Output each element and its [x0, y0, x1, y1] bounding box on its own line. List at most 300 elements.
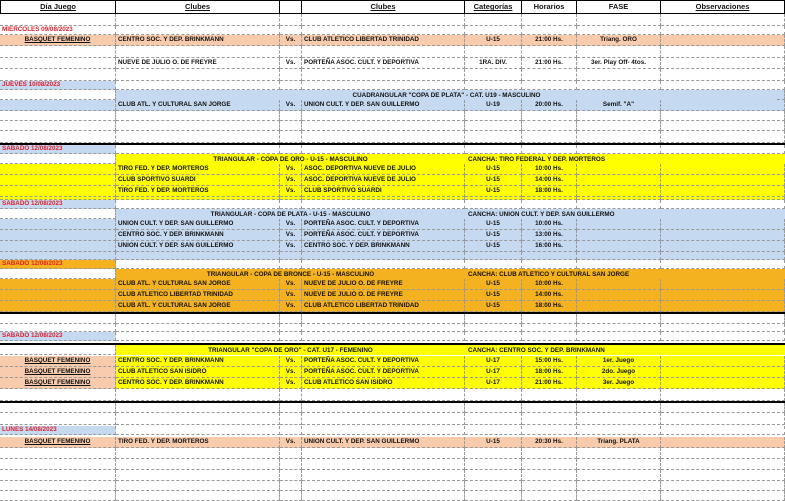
cell-c3[interactable]: PORTEÑA ASOC. CULT. Y DEPORTIVA	[302, 58, 465, 69]
cell-c4	[465, 413, 522, 425]
cell-c5[interactable]: 18:00 Hs.	[522, 367, 577, 378]
cell-c2[interactable]: Vs.	[280, 437, 302, 448]
cell-c0[interactable]: SABADO 12/08/2023	[0, 332, 116, 341]
cell-c7	[661, 470, 785, 481]
cell-c0	[0, 186, 116, 197]
cell-c6	[577, 197, 661, 200]
cell-c0	[0, 69, 116, 81]
cell-c4	[465, 121, 522, 131]
cell-c6	[577, 279, 661, 290]
cell-c2[interactable]: Vs.	[280, 175, 302, 186]
empty-row	[0, 314, 785, 324]
cell-c3[interactable]: CLUB SPORTIVO SUARDI	[302, 186, 465, 197]
cell-c2[interactable]: Vs.	[280, 367, 302, 378]
cell-c2[interactable]: Vs.	[280, 279, 302, 290]
cell-c5[interactable]: 18:00 Hs.	[522, 301, 577, 312]
cell-c1	[116, 197, 280, 200]
cell-c5	[522, 26, 577, 35]
cell-c4	[465, 389, 522, 401]
cell-c5	[522, 252, 577, 260]
cell-c6	[577, 131, 661, 143]
empty-row	[0, 470, 785, 481]
empty-row	[0, 491, 785, 501]
cell-c4[interactable]: U-15	[465, 230, 522, 241]
cell-c5	[522, 145, 577, 154]
cell-c7	[661, 175, 785, 186]
empty-row	[0, 121, 785, 131]
cell-c3[interactable]: PORTEÑA ASOC. CULT. Y DEPORTIVA	[302, 219, 465, 230]
cell-c3[interactable]: PORTEÑA ASOC. CULT. Y DEPORTIVA	[302, 230, 465, 241]
cell-c3[interactable]: CENTRO SOC. Y DEP. BRINKMANN	[302, 241, 465, 252]
cell-c5	[522, 197, 577, 200]
cell-c3	[302, 332, 465, 341]
cell-c2	[280, 197, 302, 200]
cell-c3	[302, 389, 465, 401]
cell-c0[interactable]: BASQUET FEMENINO	[0, 356, 116, 367]
match-row	[0, 186, 785, 197]
cell-c7	[661, 491, 785, 501]
cell-c4[interactable]: U-15	[465, 175, 522, 186]
cell-c0	[0, 219, 116, 230]
cell-c6	[577, 186, 661, 197]
cell-c0	[0, 121, 116, 131]
cell-c6	[577, 145, 661, 154]
cell-c1	[116, 314, 280, 324]
cell-c6	[577, 200, 661, 209]
cell-c5[interactable]: 14:00 Hs.	[522, 290, 577, 301]
cell-c6	[577, 260, 661, 269]
cell-c3	[302, 14, 465, 26]
match-row	[0, 230, 785, 241]
cell-c1[interactable]: CENTRO SOC. Y DEP. BRINKMANN	[116, 356, 280, 367]
cell-c5	[522, 389, 577, 401]
cell-c0	[0, 314, 116, 324]
cell-c6[interactable]: FASE	[577, 0, 661, 14]
cell-c6[interactable]: 3er. Play Off- 4tos.	[577, 58, 661, 69]
cell-c4[interactable]: U-15	[465, 35, 522, 46]
cell-c6	[577, 413, 661, 425]
cell-c7	[661, 131, 785, 143]
cell-c1	[116, 111, 280, 121]
cell-c4[interactable]: U-17	[465, 356, 522, 367]
cell-c4[interactable]: U-15	[465, 437, 522, 448]
empty-row	[0, 197, 785, 200]
cell-c0	[0, 448, 116, 459]
match-row	[0, 301, 785, 312]
cell-c1[interactable]: CLUB ATL. Y CULTURAL SAN JORGE	[116, 279, 280, 290]
cell-c0[interactable]: JUEVES 10/08/2023	[0, 81, 116, 90]
cell-c0	[0, 413, 116, 425]
cell-c0[interactable]: BASQUET FEMENINO	[0, 378, 116, 389]
cell-c6	[577, 14, 661, 26]
cell-c1[interactable]: TIRO FED. Y DEP. MORTEROS	[116, 186, 280, 197]
cell-c4	[465, 481, 522, 491]
empty-row	[0, 14, 785, 26]
cell-c3	[302, 481, 465, 491]
cell-c0[interactable]: Día Juego	[0, 0, 116, 14]
cell-c7	[661, 100, 785, 111]
cell-c0[interactable]: BASQUET FEMENINO	[0, 367, 116, 378]
cell-c7	[661, 230, 785, 241]
cell-c1	[116, 459, 280, 470]
cell-c3	[302, 314, 465, 324]
cell-c2	[280, 252, 302, 260]
empty-row	[0, 481, 785, 491]
cell-c2	[280, 389, 302, 401]
cell-c5[interactable]: 21:00 Hs.	[522, 35, 577, 46]
cell-c1[interactable]: NUEVE DE JULIO O. DE FREYRE	[116, 58, 280, 69]
cell-c7	[661, 81, 785, 90]
match-row	[0, 100, 785, 111]
cell-c4	[465, 332, 522, 341]
cell-c6	[577, 111, 661, 121]
cell-c0	[0, 324, 116, 332]
cell-c5	[522, 324, 577, 332]
match-row	[0, 279, 785, 290]
cell-c2[interactable]: Vs.	[280, 301, 302, 312]
cell-c2	[280, 413, 302, 425]
cell-c1[interactable]: CLUB ATL. Y CULTURAL SAN JORGE	[116, 301, 280, 312]
cell-c0	[0, 58, 116, 69]
cell-c5	[522, 69, 577, 81]
cell-c6	[577, 491, 661, 501]
cell-c1[interactable]: CENTRO SOC. Y DEP. BRINKMANN	[116, 230, 280, 241]
cell-c4[interactable]: U-15	[465, 219, 522, 230]
cell-c5	[522, 121, 577, 131]
cell-c3[interactable]: ASOC. DEPORTIVA NUEVE DE JULIO	[302, 175, 465, 186]
cell-c5[interactable]: 10:00 Hs.	[522, 164, 577, 175]
cell-c4	[465, 81, 522, 90]
cell-c6	[577, 81, 661, 90]
cell-c0	[0, 197, 116, 200]
empty-row	[0, 46, 785, 58]
cell-c2[interactable]: Vs.	[280, 35, 302, 46]
cell-c2[interactable]: Vs.	[280, 230, 302, 241]
cell-c7	[661, 459, 785, 470]
cell-c7	[661, 332, 785, 341]
group-title-row	[0, 269, 785, 279]
cell-c1	[116, 324, 280, 332]
cell-c3	[302, 426, 465, 435]
cell-c0	[0, 403, 116, 413]
cell-c7	[661, 14, 785, 26]
cell-c3	[302, 413, 465, 425]
cell-c2	[280, 145, 302, 154]
day-row	[0, 200, 785, 209]
cell-c4[interactable]: U-15	[465, 301, 522, 312]
match-row	[0, 58, 785, 69]
cell-c0	[0, 175, 116, 186]
cell-c4[interactable]: 1RA. DIV.	[465, 58, 522, 69]
cell-c3[interactable]: UNION CULT. Y DEP. SAN GUILLERMO	[302, 100, 465, 111]
cell-c0[interactable]: BASQUET FEMENINO	[0, 35, 116, 46]
cell-c4	[465, 111, 522, 121]
cell-c0[interactable]: SABADO 12/08/2023	[0, 260, 116, 269]
cell-c6	[577, 175, 661, 186]
cell-c0[interactable]: SABADO 12/08/2023	[0, 200, 116, 209]
empty-row	[0, 459, 785, 470]
cell-c1	[116, 448, 280, 459]
cell-c3	[302, 491, 465, 501]
cell-c4	[465, 46, 522, 58]
cell-c6[interactable]: Triang. ORO	[577, 35, 661, 46]
cell-c3[interactable]: ASOC. DEPORTIVA NUEVE DE JULIO	[302, 164, 465, 175]
cell-c5[interactable]: 13:00 Hs.	[522, 230, 577, 241]
cell-c7	[661, 290, 785, 301]
cell-c2	[280, 121, 302, 131]
cell-c0	[0, 154, 116, 164]
match-row	[0, 356, 785, 367]
cell-c1[interactable]: TIRO FED. Y DEP. MORTEROS	[116, 437, 280, 448]
match-row	[0, 290, 785, 301]
cell-c6	[577, 389, 661, 401]
cell-c3	[302, 200, 465, 209]
cell-c2	[280, 459, 302, 470]
empty-row	[0, 403, 785, 413]
cell-c0	[0, 241, 116, 252]
cell-c2	[280, 426, 302, 435]
cell-c7	[661, 145, 785, 154]
cell-c2	[280, 448, 302, 459]
cell-c2	[280, 324, 302, 332]
empty-row	[0, 131, 785, 143]
cell-c2	[280, 14, 302, 26]
cell-c0	[0, 164, 116, 175]
cell-c1	[116, 200, 280, 209]
cell-c1[interactable]: CLUB ATL. Y CULTURAL SAN JORGE	[116, 100, 280, 111]
cell-c3	[302, 448, 465, 459]
cell-c0	[0, 301, 116, 312]
cell-c6	[577, 26, 661, 35]
cell-c6	[577, 69, 661, 81]
cell-c7	[661, 219, 785, 230]
cell-c1[interactable]: UNION CULT. Y DEP. SAN GUILLERMO	[116, 241, 280, 252]
cell-c4	[465, 26, 522, 35]
group-cancha: CANCHA: TIRO FEDERAL Y DEP. MORTEROS	[465, 154, 785, 164]
cell-c4	[465, 324, 522, 332]
cell-c4	[465, 14, 522, 26]
cell-c0	[0, 111, 116, 121]
cell-c4[interactable]: U-19	[465, 100, 522, 111]
cell-c0[interactable]: SABADO 12/08/2023	[0, 145, 116, 154]
empty-row	[0, 448, 785, 459]
cell-c5[interactable]: Horarios	[522, 0, 577, 14]
group-title: TRIANGULAR - COPA DE ORO - U-15 - MASCULINO	[116, 154, 465, 164]
cell-c0	[0, 481, 116, 491]
cell-c1[interactable]: Clubes	[116, 0, 280, 14]
cell-c3	[302, 260, 465, 269]
cell-c6	[577, 324, 661, 332]
cell-c5[interactable]: 10:00 Hs.	[522, 279, 577, 290]
cell-c3	[302, 145, 465, 154]
cell-c6	[577, 252, 661, 260]
cell-c3[interactable]: UNION CULT. Y DEP. SAN GUILLERMO	[302, 437, 465, 448]
group-title-row	[0, 154, 785, 164]
cell-c1[interactable]: TIRO FED. Y DEP. MORTEROS	[116, 164, 280, 175]
cell-c3	[302, 131, 465, 143]
cell-c3	[302, 26, 465, 35]
cell-c0	[0, 90, 116, 100]
cell-c5	[522, 426, 577, 435]
cell-c1[interactable]: UNION CULT. Y DEP. SAN GUILLERMO	[116, 219, 280, 230]
cell-c2	[280, 332, 302, 341]
cell-c5[interactable]: 18:00 Hs.	[522, 186, 577, 197]
cell-c0[interactable]: MIERCOLES 09/08/2023	[0, 26, 116, 35]
cell-c0[interactable]: LUNES 14/08/2023	[0, 426, 116, 435]
group-title: TRIANGULAR - COPA DE PLATA - U-15 - MASCULINO	[116, 209, 465, 219]
cell-c2[interactable]: Vs.	[280, 164, 302, 175]
cell-c5	[522, 81, 577, 90]
cell-c0[interactable]: BASQUET FEMENINO	[0, 437, 116, 448]
cell-c3	[302, 324, 465, 332]
cell-c5[interactable]: 16:00 Hs.	[522, 241, 577, 252]
cell-c4[interactable]: U-15	[465, 241, 522, 252]
cell-c2	[280, 46, 302, 58]
cell-c4[interactable]: U-15	[465, 164, 522, 175]
cell-c3	[302, 81, 465, 90]
cell-c1[interactable]: CLUB ATLETICO SAN ISIDRO	[116, 367, 280, 378]
cell-c6[interactable]: 1er. Juego	[577, 356, 661, 367]
cell-c2[interactable]: Vs.	[280, 186, 302, 197]
cell-c1[interactable]: CLUB ATLETICO LIBERTAD TRINIDAD	[116, 290, 280, 301]
cell-c5	[522, 111, 577, 121]
cell-c2[interactable]: Vs.	[280, 219, 302, 230]
cell-c7[interactable]: Observaciones	[661, 0, 785, 14]
cell-c2[interactable]: Vs.	[280, 58, 302, 69]
day-row	[0, 332, 785, 341]
match-row	[0, 367, 785, 378]
cell-c2[interactable]: Vs.	[280, 356, 302, 367]
cell-c4[interactable]: Categorías	[465, 0, 522, 14]
cell-c5[interactable]: 14:00 Hs.	[522, 175, 577, 186]
cell-c7	[661, 26, 785, 35]
cell-c5[interactable]: 21:00 Hs.	[522, 58, 577, 69]
cell-c4[interactable]: U-17	[465, 378, 522, 389]
cell-c2	[280, 111, 302, 121]
cell-c0	[0, 290, 116, 301]
cell-c4	[465, 470, 522, 481]
cell-c6	[577, 241, 661, 252]
empty-row	[0, 69, 785, 81]
cell-c6	[577, 230, 661, 241]
cell-c4[interactable]: U-15	[465, 279, 522, 290]
cell-c5[interactable]: 10:00 Hs.	[522, 219, 577, 230]
cell-c5	[522, 14, 577, 26]
cell-c3	[302, 459, 465, 470]
cell-c7	[661, 186, 785, 197]
cell-c7	[661, 252, 785, 260]
cell-c6[interactable]: 3er. Juego	[577, 378, 661, 389]
cell-c3[interactable]: PORTEÑA ASOC. CULT. Y DEPORTIVA	[302, 356, 465, 367]
cell-c3[interactable]: CLUB ATLETICO LIBERTAD TRINIDAD	[302, 301, 465, 312]
cell-c7	[661, 448, 785, 459]
cell-c5	[522, 448, 577, 459]
cell-c5	[522, 459, 577, 470]
cell-c2[interactable]: Vs.	[280, 378, 302, 389]
cell-c6[interactable]: 2do. Juego	[577, 367, 661, 378]
cell-c0	[0, 209, 116, 219]
cell-c2	[280, 314, 302, 324]
cell-c5[interactable]: 20:30 Hs.	[522, 437, 577, 448]
cell-c0	[0, 14, 116, 26]
cell-c5	[522, 200, 577, 209]
empty-row	[0, 252, 785, 260]
cell-c1	[116, 426, 280, 435]
cell-c3	[302, 470, 465, 481]
match-row	[0, 241, 785, 252]
cell-c7	[661, 367, 785, 378]
cell-c6	[577, 459, 661, 470]
cell-c3[interactable]: CLUB ATLETICO LIBERTAD TRINIDAD	[302, 35, 465, 46]
day-row	[0, 145, 785, 154]
cell-c3[interactable]: NUEVE DE JULIO O. DE FREYRE	[302, 290, 465, 301]
cell-c5[interactable]: 15:00 Hs.	[522, 356, 577, 367]
cell-c6	[577, 426, 661, 435]
cell-c6	[577, 290, 661, 301]
cell-c1[interactable]: CLUB SPORTIVO SUARDI	[116, 175, 280, 186]
cell-c4[interactable]: U-15	[465, 186, 522, 197]
cell-c5	[522, 481, 577, 491]
group-title-row	[0, 209, 785, 219]
cell-c7	[661, 314, 785, 324]
day-row	[0, 26, 785, 35]
cell-c7	[661, 481, 785, 491]
cell-c1	[116, 14, 280, 26]
cell-c3[interactable]: NUEVE DE JULIO O. DE FREYRE	[302, 279, 465, 290]
cell-c7	[661, 200, 785, 209]
cell-c4	[465, 131, 522, 143]
cell-c1[interactable]: CENTRO SOC. Y DEP. BRINKMANN	[116, 378, 280, 389]
day-row	[0, 426, 785, 435]
cell-c1	[116, 260, 280, 269]
cell-c3[interactable]: CLUB ATLETICO SAN ISIDRO	[302, 378, 465, 389]
cell-c6[interactable]: Triang. PLATA	[577, 437, 661, 448]
cell-c3	[302, 403, 465, 413]
cell-c5[interactable]: 21:00 Hs.	[522, 378, 577, 389]
cell-c3[interactable]: PORTEÑA ASOC. CULT. Y DEPORTIVA	[302, 367, 465, 378]
cell-c1	[116, 69, 280, 81]
cell-c5	[522, 413, 577, 425]
cell-c4	[465, 260, 522, 269]
cell-c5[interactable]: 20:00 Hs.	[522, 100, 577, 111]
cell-c2[interactable]: Vs.	[280, 100, 302, 111]
header-row	[0, 0, 785, 14]
cell-c1	[116, 252, 280, 260]
cell-c7	[661, 197, 785, 200]
cell-c4[interactable]: U-15	[465, 290, 522, 301]
match-row	[0, 219, 785, 230]
cell-c7	[661, 413, 785, 425]
cell-c6[interactable]: Semif. "A"	[577, 100, 661, 111]
cell-c7	[661, 356, 785, 367]
cell-c1	[116, 332, 280, 341]
cell-c7	[661, 279, 785, 290]
match-row	[0, 35, 785, 46]
cell-c2[interactable]: Vs.	[280, 290, 302, 301]
cell-c7	[661, 403, 785, 413]
cell-c4[interactable]: U-17	[465, 367, 522, 378]
group-cancha: CANCHA: UNION CULT. Y DEP. SAN GUILLERMO	[465, 209, 785, 219]
cell-c2	[280, 200, 302, 209]
cell-c3[interactable]: Clubes	[302, 0, 465, 14]
cell-c7	[661, 58, 785, 69]
cell-c3	[302, 252, 465, 260]
cell-c5	[522, 260, 577, 269]
cell-c2[interactable]: Vs.	[280, 241, 302, 252]
cell-c0	[0, 470, 116, 481]
cell-c1[interactable]: CENTRO SOC. Y DEP. BRINKMANN	[116, 35, 280, 46]
cell-c1	[116, 470, 280, 481]
